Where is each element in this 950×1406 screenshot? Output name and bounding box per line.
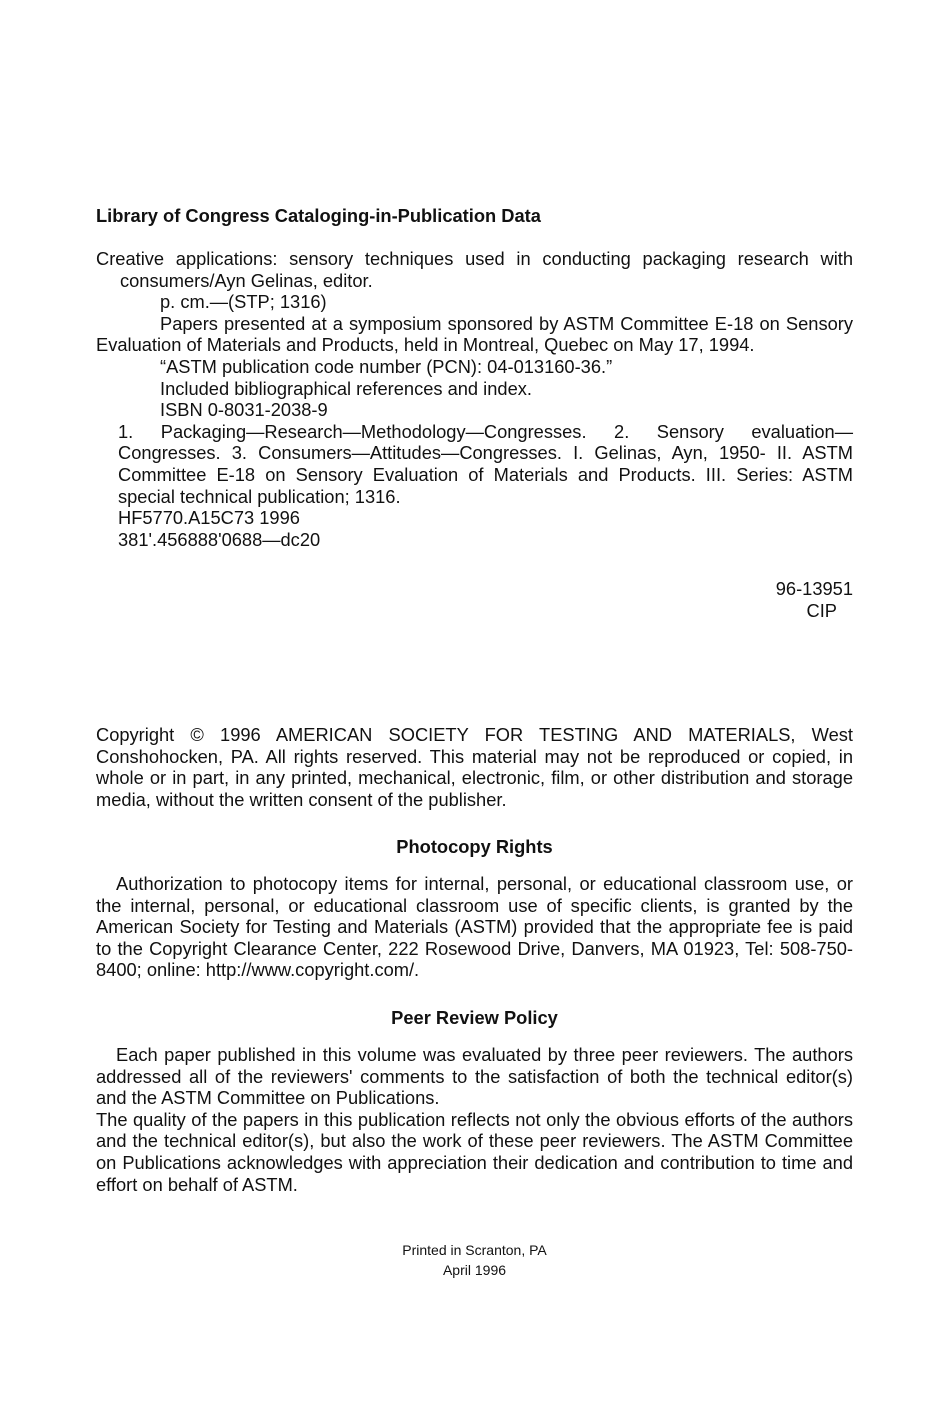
cip-bibliography-note: Included bibliographical references and index.	[160, 377, 532, 399]
cip-record	[96, 248, 853, 550]
cip-pcn: “ASTM publication code number (PCN): 04-013160-36.”	[160, 355, 613, 377]
peer-review-paragraph-1: Each paper published in this volume was evaluated by three peer reviewers. The authors addressed all of the reviewers' comments to the satisfaction of both the technical editor(s) and the ASTM Committee on Publications.	[96, 1044, 853, 1109]
photocopy-rights-heading: Photocopy Rights	[396, 836, 553, 857]
photocopy-rights-body: Authorization to photocopy items for internal, personal, or educational classroom use, or the internal, personal, or educational classroom use of specific clients, is granted by the American Society for Testing and Materials (ASTM) provided that the appropriate fee is paid to the Copyright Clearance Center, 222 Rosewood Drive, Danvers, MA 01923, Tel: 508-750-8400; online: http://www.copyright.com/.	[96, 873, 853, 981]
peer-review-heading: Peer Review Policy	[391, 1007, 558, 1028]
cip-heading: Library of Congress Cataloging-in-Publication Data	[96, 205, 541, 226]
cip-dewey-number: 381'.456888'0688—dc20	[118, 528, 321, 550]
copyright-notice: Copyright © 1996 AMERICAN SOCIETY FOR TESTING AND MATERIALS, West Conshohocken, PA. All rights reserved. This material may not be reproduced or copied, in whole or in part, in any printed, mechanical, electronic, film, or other distribution and storage media, without the written consent of the publisher.	[96, 724, 853, 810]
cip-call-number: HF5770.A15C73 1996	[118, 507, 300, 529]
cip-physical-description: p. cm.—(STP; 1316)	[160, 291, 327, 313]
printing-place: Printed in Scranton, PA	[402, 1242, 547, 1258]
cip-title-line: Creative applications: sensory techniques used in conducting packaging research with consumers/Ayn Gelinas, editor.	[96, 248, 853, 291]
cip-lccn: 96-13951	[775, 578, 853, 599]
cip-note: Papers presented at a symposium sponsored by ASTM Committee E-18 on Sensory Evaluation of Materials and Products, held in Montreal, Quebec on May 17, 1994.	[96, 312, 853, 356]
cip-label: CIP	[806, 600, 837, 621]
cip-isbn: ISBN 0-8031-2038-9	[160, 399, 328, 421]
peer-review-paragraph-2: The quality of the papers in this publication reflects not only the obvious efforts of the authors and the technical editor(s), but also the work of these peer reviewers. The ASTM Committee on Publications acknowledges with appreciation their dedication and contribution to time and effort on behalf of ASTM.	[96, 1108, 853, 1195]
printing-date: April 1996	[442, 1262, 507, 1278]
cip-subjects: 1. Packaging—Research—Methodology—Congresses. 2. Sensory evaluation—Congresses. 3. Consumers—Attitudes—Congresses. I. Gelinas, Ayn, 1950- II. ASTM Committee E-18 on Sensory Evaluation of Materials and Products. III. Series: ASTM special technical publication; 1316.	[118, 420, 853, 507]
peer-review-body	[96, 1044, 853, 1195]
printing-info	[96, 1240, 853, 1280]
